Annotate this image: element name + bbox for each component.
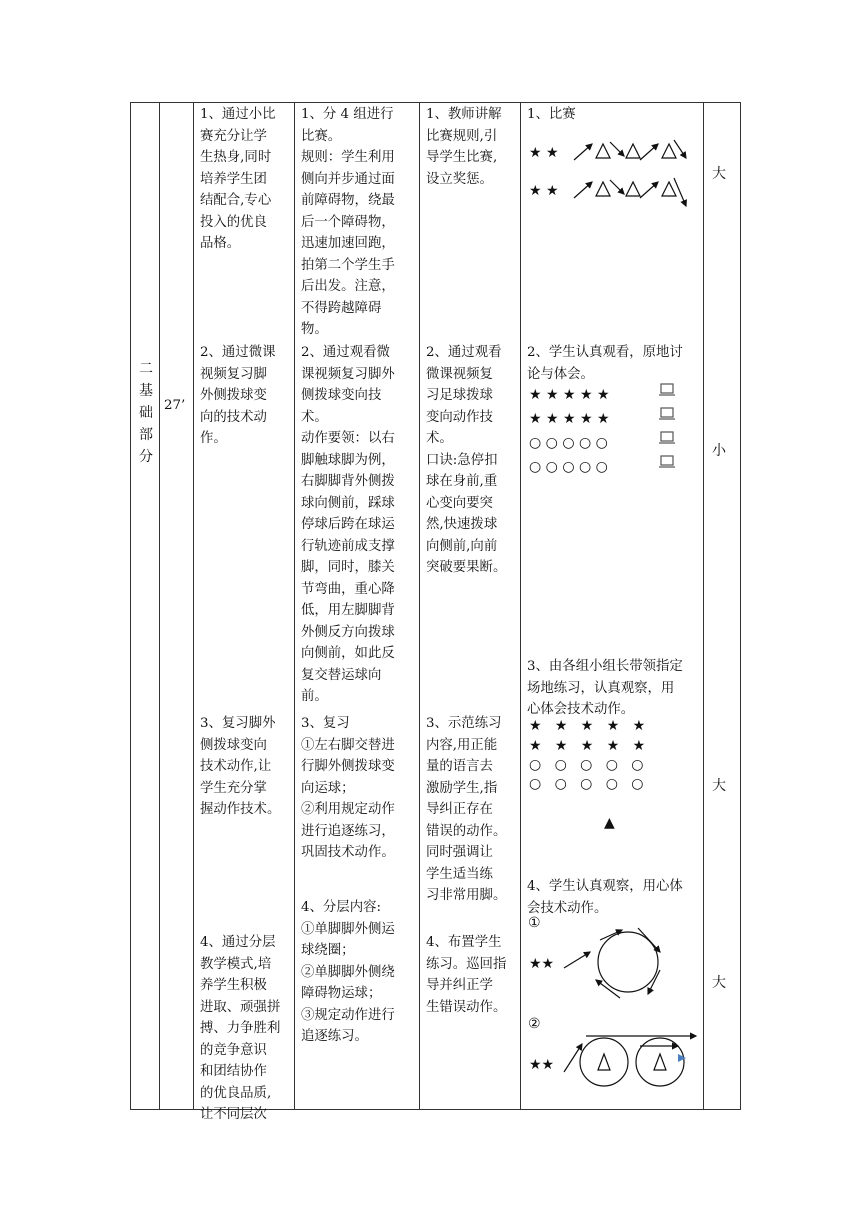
column-divider — [703, 102, 704, 1110]
practice-row-stars-1: ★ ★ ★ ★ ★ — [529, 718, 646, 734]
row4-student-title: 4、学生认真观察，用心体 会技术动作。 — [527, 879, 683, 916]
row4-content: 4、分层内容: ①单脚脚外侧运 球绕圈； ②单脚脚外侧绕 障碍物运球； ③规定动作进行 追逐练习。 — [301, 900, 395, 1044]
row1-student-title: 1、比赛 — [527, 107, 576, 122]
row2-content: 2、通过观看微 课视频复习脚外 侧拨球变向技 术。 动作要领：以右 脚触球脚为例， 右脚脚背外侧拨 球向侧前，踩球 停球后跨在球运 行轨迹前成支撑 脚，同时，膝关 节弯曲，重心降 低，用左脚脚背 外侧反方向拨球 向侧前，如此反 复交替运球向 前。 — [301, 345, 395, 704]
dribble-obstacle-diagram — [560, 1030, 700, 1100]
laptop-icon — [658, 382, 678, 478]
row1-content: 1、分 4 组进行 比赛。 规则：学生利用 侧向并步通过面 前障碍物，绕最 后一个障碍物， 迅速加速回跑， 拍第二个学生手 后出发。注意， 不得跨越障碍 物。 — [301, 107, 395, 337]
row1-goal: 1、通过小比 赛充分让学 生热身,同时 培养学生团 结配合,专心 投入的优良 品格。 — [200, 107, 276, 251]
column-divider — [520, 102, 521, 1110]
row1-teacher: 1、教师讲解 比赛规则,引 导学生比赛, 设立奖惩。 — [426, 107, 502, 187]
teacher-marker: ▲ — [604, 815, 615, 831]
layer-mark-2: ② — [528, 1016, 541, 1032]
practice-row-circles-1: ○ ○ ○ ○ ○ — [529, 757, 644, 773]
row2-intensity: 小 — [712, 443, 726, 459]
layer-pair-2: ★★ — [529, 1057, 555, 1073]
row4-intensity: 大 — [712, 975, 726, 991]
row3-teacher: 3、示范练习 内容,用正能 量的语言去 激励学生,指 导纠正存在 错误的动作。 同时强调让 学生适当练 习非常用脚。 — [426, 716, 507, 903]
race-obstacle-diagram — [570, 136, 740, 216]
watch-row-circles-1: ○ ○ ○ ○ ○ — [529, 435, 608, 451]
race-team-2: ★ ★ — [529, 183, 559, 199]
dribble-circle-diagram — [560, 922, 670, 1002]
row2-student-title: 2、学生认真观看，原地讨 论与体会。 — [527, 345, 683, 382]
row1-intensity: 大 — [712, 166, 726, 182]
row3-intensity: 大 — [712, 778, 726, 794]
table-border — [130, 102, 131, 1110]
table-top-border — [130, 102, 740, 103]
layer-pair-1: ★★ — [529, 956, 555, 972]
row3-content: 3、复习 ①左右脚交替进 行脚外侧拨球变 向运球； ②利用规定动作 进行追逐练习， 巩固技术动作。 — [301, 716, 395, 860]
watch-row-stars-1: ★ ★ ★ ★ ★ — [529, 387, 610, 403]
column-divider — [159, 102, 160, 1110]
layer-mark-1: ① — [528, 915, 541, 931]
section-label: 二 基 础 部 分 — [139, 361, 153, 465]
practice-row-stars-2: ★ ★ ★ ★ ★ — [529, 738, 646, 754]
column-divider — [193, 102, 194, 1110]
table-border — [740, 102, 741, 1110]
row3-student-title: 3、由各组小组长带领指定 场地练习，认真观察，用 心体会技术动作。 — [527, 659, 683, 717]
section-time: 27’ — [164, 398, 186, 413]
column-divider — [294, 102, 295, 1110]
column-divider — [419, 102, 420, 1110]
watch-row-circles-2: ○ ○ ○ ○ ○ — [529, 459, 608, 475]
row3-goal: 3、复习脚外 侧拨球变向 技术动作,让 学生充分掌 握动作技术。 — [200, 716, 281, 817]
race-team-1: ★ ★ — [529, 145, 559, 161]
row4-goal: 4、通过分层 教学模式,培 养学生积极 进取、顽强拼 搏、力争胜利 的竞争意识 和团结协作 的优良品质, 让不同层次 — [200, 935, 281, 1122]
row2-teacher: 2、通过观看 微课视频复 习足球拨球 变向动作技 术。 口诀:急停扣 球在身前,重 心变向要突 然,快速拨球 向侧前,向前 突破要果断。 — [426, 345, 507, 575]
watch-row-stars-2: ★ ★ ★ ★ ★ — [529, 411, 610, 427]
practice-row-circles-2: ○ ○ ○ ○ ○ — [529, 776, 644, 792]
row2-goal: 2、通过微课 视频复习脚 外侧拨球变 向的技术动 作。 — [200, 345, 276, 446]
row4-teacher: 4、布置学生 练习。巡回指 导并纠正学 生错误动作。 — [426, 935, 507, 1015]
